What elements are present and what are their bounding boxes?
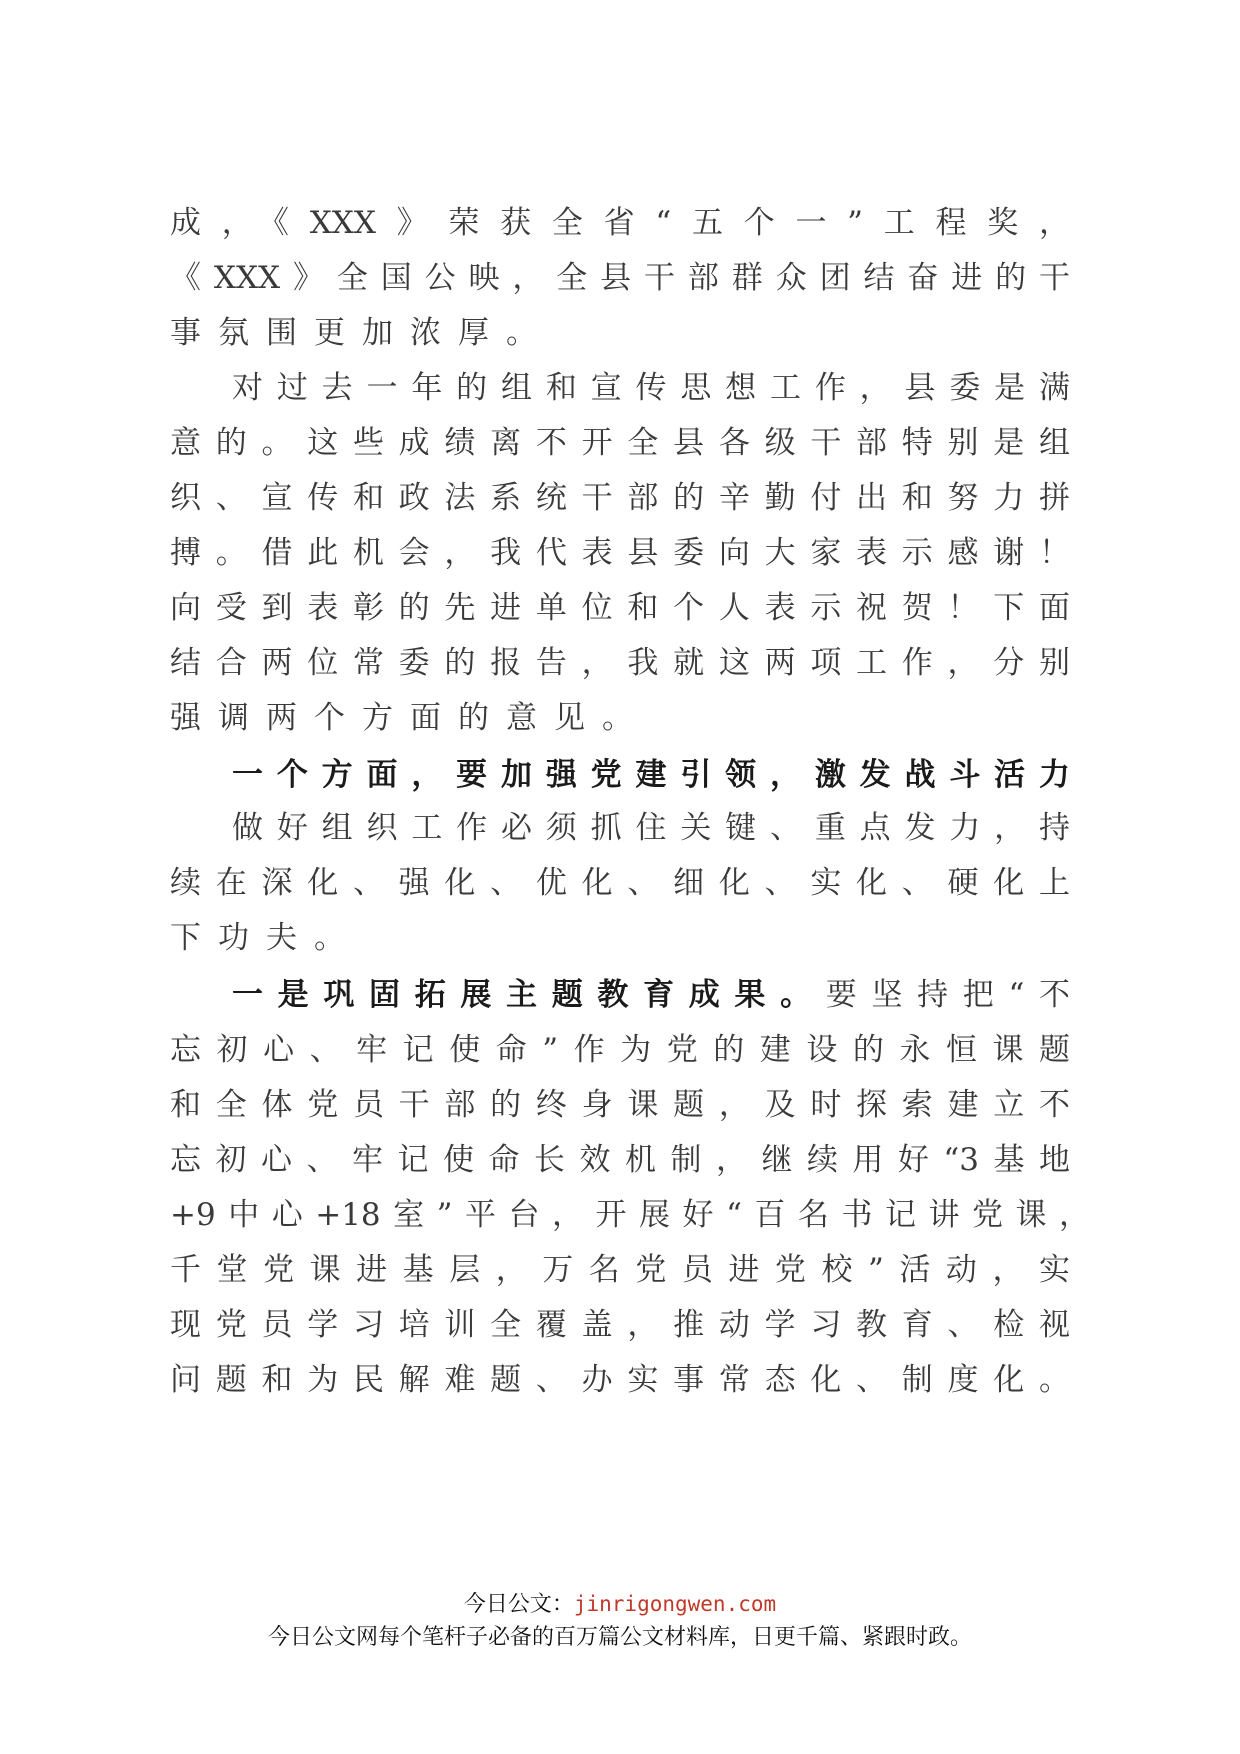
body-line-17: 和全体党员干部的终身课题，及时探索建立不: [170, 1087, 1070, 1123]
body-line-9: 结合两位常委的报告，我就这两项工作，分别: [170, 645, 1070, 681]
body-line-20: 千堂党课进基层，万名党员进党校”活动，实: [170, 1252, 1070, 1288]
footer-tagline: 今日公文网每个笔杆子必备的百万篇公文材料库，日更千篇、紧跟时政。: [267, 1625, 972, 1650]
section-heading: 一个方面，要加强党建引领，激发战斗活力: [232, 757, 1070, 793]
body-line-15: [232, 975, 1070, 1015]
body-line-14: 下功夫。: [170, 920, 362, 956]
body-line-1: 成，《XXX》荣获全省“五个一”工程奖，: [170, 205, 1070, 241]
body-line-18: 忘初心、牢记使命长效机制，继续用好“3基地: [170, 1142, 1070, 1178]
body-line-10: 强调两个方面的意见。: [170, 700, 650, 736]
body-line-15-rest: 要坚持把“不: [825, 977, 1071, 1013]
body-line-5: 意的。这些成绩离不开全县各级干部特别是组: [170, 425, 1070, 461]
body-line-13: 续在深化、强化、优化、细化、实化、硬化上: [170, 865, 1070, 901]
body-line-3: 事氛围更加浓厚。: [170, 315, 554, 351]
body-line-16: 忘初心、牢记使命”作为党的建设的永恒课题: [170, 1032, 1070, 1068]
body-line-2: 《XXX》全国公映，全县干部群众团结奋进的干: [170, 260, 1070, 296]
footer-source: [0, 1587, 1240, 1618]
bold-lead: 一是巩固拓展主题教育成果。: [232, 977, 826, 1013]
body-line-21: 现党员学习培训全覆盖，推动学习教育、检视: [170, 1307, 1070, 1343]
body-line-8: 向受到表彰的先进单位和个人表示祝贺！下面: [170, 590, 1070, 626]
body-line-12: 做好组织工作必须抓住关键、重点发力，持: [232, 810, 1070, 846]
body-line-7: 搏。借此机会，我代表县委向大家表示感谢！: [170, 535, 1070, 571]
body-line-6: 织、宣传和政法系统干部的辛勤付出和努力拼: [170, 480, 1070, 516]
body-line-19: +9中心+18室”平台，开展好“百名书记讲党课，: [170, 1197, 1090, 1233]
footer-url-link[interactable]: jinrigongwen.com: [573, 1592, 777, 1616]
body-line-22: 问题和为民解难题、办实事常态化、制度化。: [170, 1362, 1070, 1398]
footer-label: 今日公文：: [463, 1592, 574, 1617]
body-line-4: 对过去一年的组和宣传思想工作，县委是满: [232, 370, 1070, 406]
